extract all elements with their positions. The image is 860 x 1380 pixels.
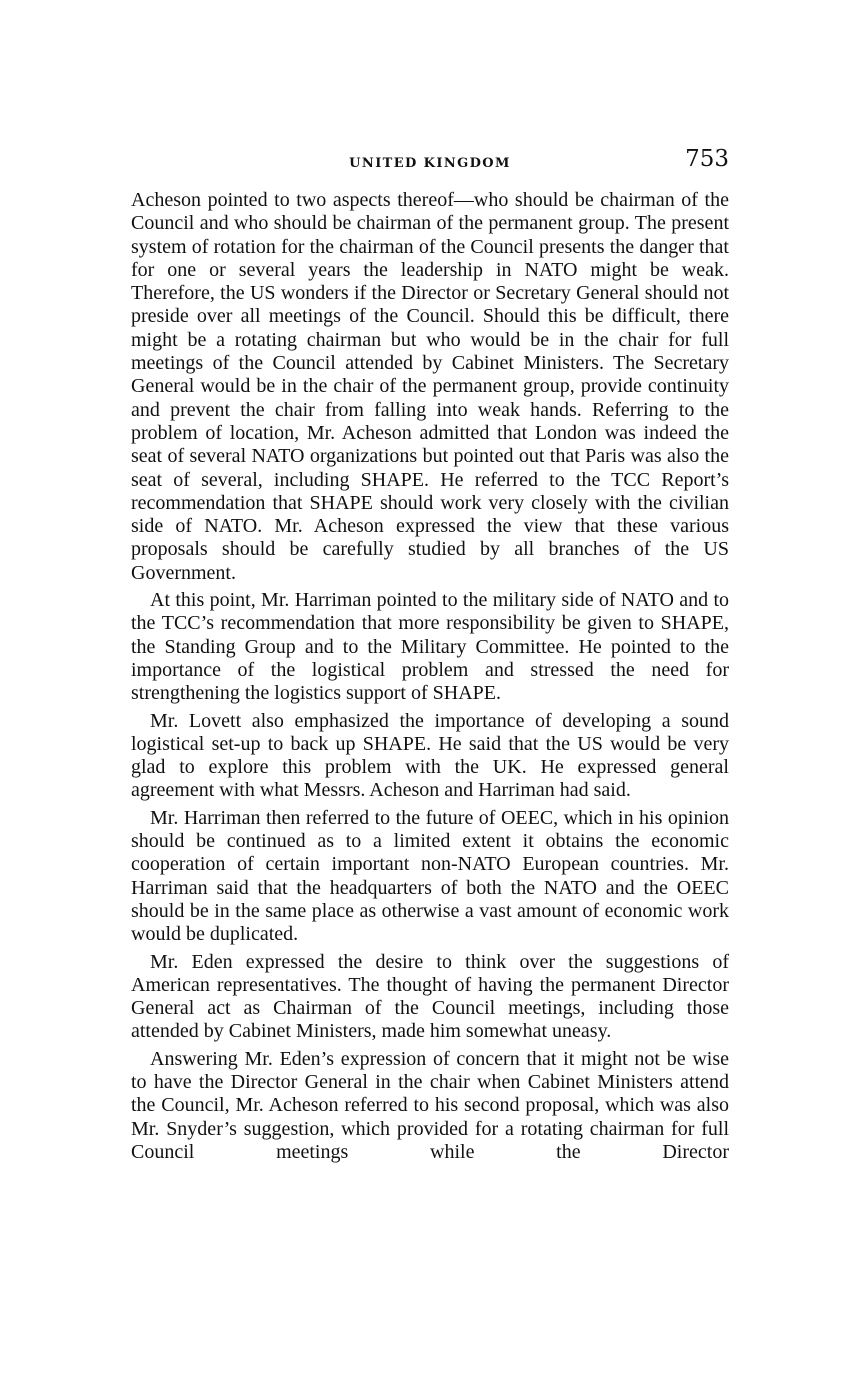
running-head xyxy=(131,146,729,176)
paragraph-2: At this point, Mr. Harriman pointed to the military side of NATO and to the TCC’s recommendation that more responsibility be given to SHAPE, the Standing Group and to the Military Committee. He pointed to the importance of the logistical problem and stressed the need for strengthening the logistics support of SHAPE. xyxy=(131,589,729,705)
page-number: 753 xyxy=(685,146,729,172)
paragraph-5: Mr. Eden expressed the desire to think over the suggestions of American representatives. The thought of having the permanent Director General act as Chairman of the Council meetings, including those attended by Cabinet Ministers, made him somewhat uneasy. xyxy=(131,950,729,1043)
paragraph-6: Answering Mr. Eden’s expression of concern that it might not be wise to have the Director General in the chair when Cabinet Ministers attend the Council, Mr. Acheson referred to his second proposal, which was also Mr. Snyder’s suggestion, which provided for a rotating chairman for full Council meetings while the Director xyxy=(131,1047,729,1163)
running-title: UNITED KINGDOM xyxy=(349,156,511,171)
text-body xyxy=(131,189,729,1168)
paragraph-3: Mr. Lovett also emphasized the importance of developing a sound logistical set-up to back up SHAPE. He said that the US would be very glad to explore this problem with the UK. He expressed general agreement with what Messrs. Acheson and Harriman had said. xyxy=(131,709,729,802)
paragraph-1: Acheson pointed to two aspects thereof—who should be chairman of the Council and who should be chairman of the permanent group. The present system of rotation for the chairman of the Council presents the danger that for one or several years the leadership in NATO might be weak. Therefore, the US wonders if the Director or Secretary General should not preside over all meetings of the Council. Should this be difficult, there might be a rotating chairman but who would be in the chair for full meetings of the Council attended by Cabinet Ministers. The Secretary General would be in the chair of the permanent group, provide continuity and prevent the chair from falling into weak hands. Referring to the problem of location, Mr. Acheson admitted that London was indeed the seat of several NATO organizations but pointed out that Paris was also the seat of several, including SHAPE. He referred to the TCC Report’s recommendation that SHAPE should work very closely with the civilian side of NATO. Mr. Acheson expressed the view that these various proposals should be carefully studied by all branches of the US Government. xyxy=(131,189,729,584)
paragraph-4: Mr. Harriman then referred to the future of OEEC, which in his opinion should be continued as to a limited extent it obtains the economic cooperation of certain important non-NATO European countries. Mr. Harriman said that the headquarters of both the NATO and the OEEC should be in the same place as otherwise a vast amount of economic work would be duplicated. xyxy=(131,806,729,946)
